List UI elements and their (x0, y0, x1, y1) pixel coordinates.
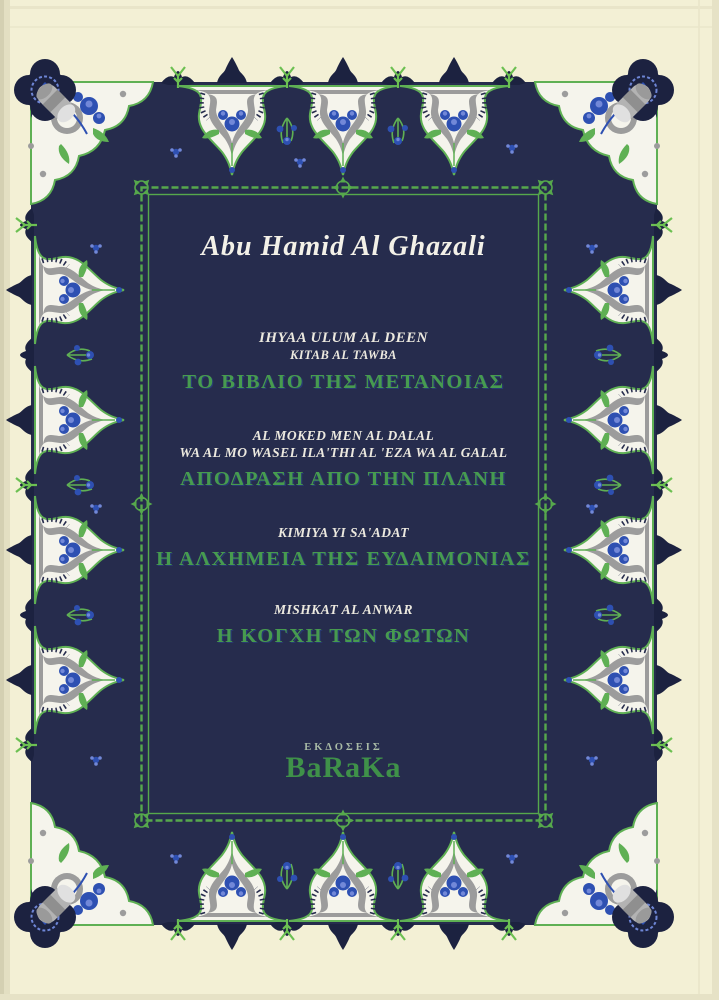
publisher-label: ΕΚΔΟΣΕΙΣ (304, 742, 383, 753)
publisher-name: BaRaKa (285, 751, 402, 784)
work-1-transliteration-line-2: KITAB AL TAWBA (289, 348, 398, 362)
author-name: Abu Hamid Al Ghazali (201, 231, 486, 262)
work-2-transliteration-line-2: WA AL MO WASEL ILA'THI AL 'EZA WA AL GALAL (179, 445, 508, 460)
work-4-greek-title: Η ΚΟΓΧΗ ΤΩΝ ΦΩΤΩΝ (216, 625, 471, 647)
work-3-greek-title: Η ΑΛΧΗΜΕΙΑ ΤΗΣ ΕΥΔΑΙΜΟΝΙΑΣ (156, 548, 531, 570)
work-2-greek-title: ΑΠΟΔΡΑΣΗ ΑΠΟ ΤΗΝ ΠΛΑΝΗ (180, 468, 507, 490)
work-4-transliteration-line-1: MISHKAT AL ANWAR (273, 602, 414, 617)
work-1-greek-title: ΤΟ ΒΙΒΛΙΟ ΤΗΣ ΜΕΤΑΝΟΙΑΣ (182, 371, 505, 393)
work-2-transliteration-line-1: AL MOKED MEN AL DALAL (252, 428, 435, 443)
work-1-transliteration-line-1: IHYAA ULUM AL DEEN (259, 330, 428, 346)
work-3-transliteration-line-1: KIMIYA YI SA'ADAT (277, 525, 410, 540)
